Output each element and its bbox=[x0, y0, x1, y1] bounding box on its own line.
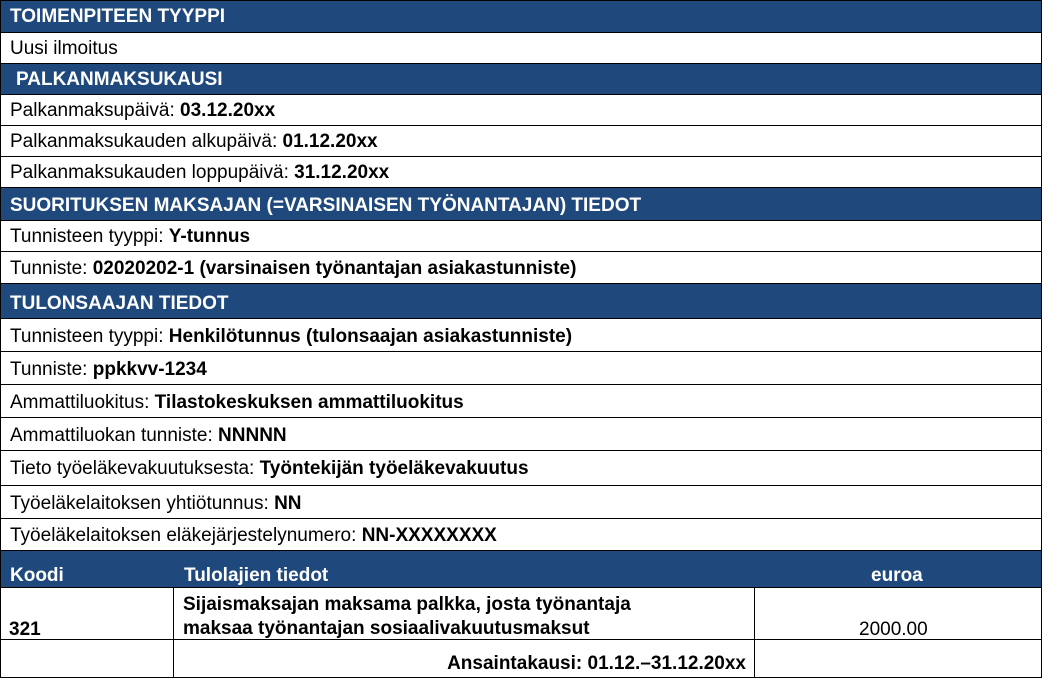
field-value: 31.12.20xx bbox=[294, 162, 390, 183]
field-row-payer-id-type bbox=[0, 221, 1042, 252]
field-label: Tunnisteen tyyppi: bbox=[10, 226, 169, 247]
field-row-recipient-id bbox=[0, 352, 1042, 385]
field-label: Palkanmaksupäivä: bbox=[10, 100, 181, 121]
field-row-pension-arrangement bbox=[0, 519, 1042, 551]
field-value: NN bbox=[274, 493, 302, 514]
field-value: 03.12.20xx bbox=[180, 100, 276, 121]
field-value: 01.12.20xx bbox=[282, 131, 378, 152]
field-value: Y-tunnus bbox=[168, 226, 251, 247]
income-description-line-2: maksaa työnantajan sosiaalivakuutusmaksut bbox=[183, 618, 590, 639]
section-header-payer bbox=[0, 188, 1042, 221]
section-heading: TULONSAAJAN TIEDOT bbox=[10, 293, 229, 314]
field-label: Työeläkelaitoksen yhtiötunnus: bbox=[10, 493, 275, 514]
section-heading: SUORITUKSEN MAKSAJAN (=VARSINAISEN TYÖNANTAJAN) TIEDOT bbox=[10, 195, 642, 216]
field-value: Työntekijän työeläkevakuutus bbox=[259, 458, 529, 479]
field-row-occupation-class bbox=[0, 385, 1042, 418]
field-label: Tunnisteen tyyppi: bbox=[10, 326, 169, 347]
field-label: Työeläkelaitoksen eläkejärjestelynumero: bbox=[10, 525, 362, 546]
field-row-period-end-date bbox=[0, 157, 1042, 188]
section-header-action-type bbox=[0, 0, 1042, 33]
field-row-recipient-id-type bbox=[0, 319, 1042, 352]
field-value: Henkilötunnus (tulonsaajan asiakastunniste) bbox=[168, 326, 573, 347]
section-heading: TOIMENPITEEN TYYPPI bbox=[10, 6, 226, 27]
earning-period: Ansaintakausi: 01.12.–31.12.20xx bbox=[447, 653, 746, 674]
column-header-description: Tulolajien tiedot bbox=[184, 565, 329, 586]
field-value: Uusi ilmoitus bbox=[10, 38, 118, 59]
field-label: Tunniste: bbox=[10, 258, 93, 279]
field-row-payer-id bbox=[0, 252, 1042, 284]
column-header-code: Koodi bbox=[10, 565, 64, 586]
section-header-recipient bbox=[0, 284, 1042, 319]
field-value: NN-XXXXXXXX bbox=[361, 525, 497, 546]
field-row-pension-company bbox=[0, 486, 1042, 519]
field-label: Ammattiluokan tunniste: bbox=[10, 425, 219, 446]
field-label: Ammattiluokitus: bbox=[10, 392, 155, 413]
section-heading: PALKANMAKSUKAUSI bbox=[16, 69, 223, 90]
field-row-pension-insurance bbox=[0, 451, 1042, 486]
field-row-occupation-code bbox=[0, 418, 1042, 451]
income-table-header bbox=[0, 551, 1042, 588]
income-code: 321 bbox=[9, 619, 41, 640]
field-label: Palkanmaksukauden loppupäivä: bbox=[10, 162, 295, 183]
field-value: Tilastokeskuksen ammattiluokitus bbox=[154, 392, 464, 413]
section-header-pay-period bbox=[0, 64, 1042, 95]
field-row-payment-date bbox=[0, 95, 1042, 126]
field-label: Tunniste: bbox=[10, 359, 93, 380]
field-label: Palkanmaksukauden alkupäivä: bbox=[10, 131, 283, 152]
field-value: NNNNN bbox=[218, 425, 287, 446]
field-row-action-type bbox=[0, 33, 1042, 64]
income-amount: 2000.00 bbox=[859, 619, 928, 640]
column-header-amount: euroa bbox=[871, 565, 923, 586]
income-description-line-1: Sijaismaksajan maksama palkka, josta työnantaja bbox=[183, 594, 631, 615]
field-value: 02020202-1 (varsinaisen työnantajan asiakastunniste) bbox=[92, 258, 577, 279]
field-value: ppkkvv-1234 bbox=[92, 359, 207, 380]
field-label: Tieto työeläkevakuutuksesta: bbox=[10, 458, 260, 479]
field-row-period-start-date bbox=[0, 126, 1042, 157]
